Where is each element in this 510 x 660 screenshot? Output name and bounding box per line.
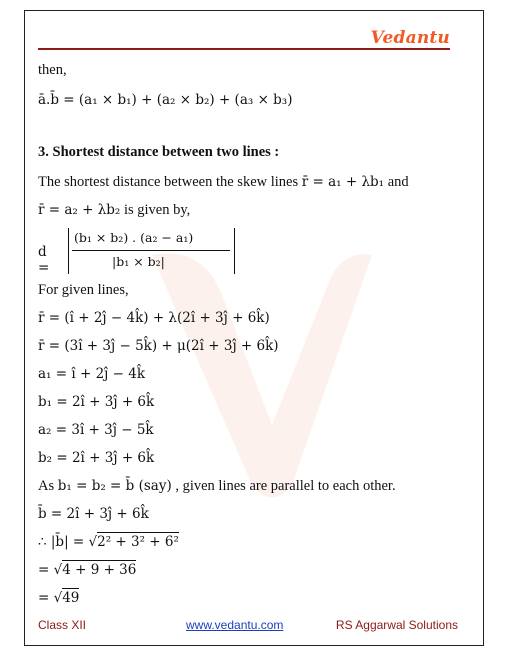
section-heading: 3. Shortest distance between two lines : [38, 144, 280, 160]
given-text: is given by, [123, 202, 191, 218]
b2-vector: b₂ = 2î + 3ĵ + 6k̂ [38, 450, 155, 466]
header-rule [38, 48, 450, 50]
as-label: As [38, 478, 55, 494]
vedantu-logo: Vedantu [370, 28, 450, 48]
fraction-denominator: |b₁ × b₂| [112, 254, 165, 269]
d-label: d = [38, 244, 50, 276]
mod-b-prefix: ∴ |b̄| = √ [38, 534, 98, 550]
parallel-statement [38, 478, 396, 495]
equation-line-2: r̄ = (3î + 3ĵ − 5k̂) + μ(2î + 3ĵ + 6k̂) [38, 338, 279, 354]
magnitude-step-2 [38, 562, 136, 578]
intro-line-1 [38, 174, 409, 191]
then-label: then, [38, 62, 67, 78]
magnitude-step-3 [38, 590, 79, 606]
intro-text-2: and [387, 174, 409, 190]
parallel-text: , given lines are parallel to each other. [175, 478, 396, 494]
a1-vector: a₁ = î + 2ĵ − 4k̂ [38, 366, 146, 382]
footer-website-link[interactable]: www.vedantu.com [186, 618, 284, 632]
step3-prefix: = √ [38, 590, 63, 606]
footer-book-title: RS Aggarwal Solutions [335, 618, 458, 632]
abs-bar-right [234, 228, 235, 274]
mod-b-radicand: 2² + 3² + 6² [97, 534, 179, 550]
as-formula: b₁ = b₂ = b̄ (say) [57, 478, 172, 494]
line2-formula: r̄ = a₂ + λb₂ [38, 202, 121, 218]
line1-formula: r̄ = a₁ + λb₁ [301, 174, 385, 190]
step2-prefix: = √ [38, 562, 63, 578]
step3-radicand: 49 [62, 590, 80, 606]
b1-vector: b₁ = 2î + 3ĵ + 6k̂ [38, 394, 155, 410]
a2-vector: a₂ = 3î + 3ĵ − 5k̂ [38, 422, 154, 438]
fraction-line [72, 250, 230, 251]
dot-product-formula: ā.b̄ = (a₁ × b₁) + (a₂ × b₂) + (a₃ × b₃) [38, 92, 293, 108]
equation-line-1: r̄ = (î + 2ĵ − 4k̂) + λ(2î + 3ĵ + 6k̂) [38, 310, 270, 326]
magnitude-step-1 [38, 534, 179, 550]
for-given-lines: For given lines, [38, 282, 129, 298]
fraction-numerator: (b₁ × b₂) . (a₂ − a₁) [74, 230, 194, 245]
b-vector: b̄ = 2î + 3ĵ + 6k̂ [38, 506, 149, 522]
intro-line-2 [38, 202, 190, 219]
abs-bar-left [68, 228, 69, 274]
intro-text-1: The shortest distance between the skew lines [38, 174, 299, 190]
watermark-v-logo [142, 235, 382, 515]
footer-class-label: Class XII [38, 618, 87, 632]
step2-radicand: 4 + 9 + 36 [62, 562, 137, 578]
